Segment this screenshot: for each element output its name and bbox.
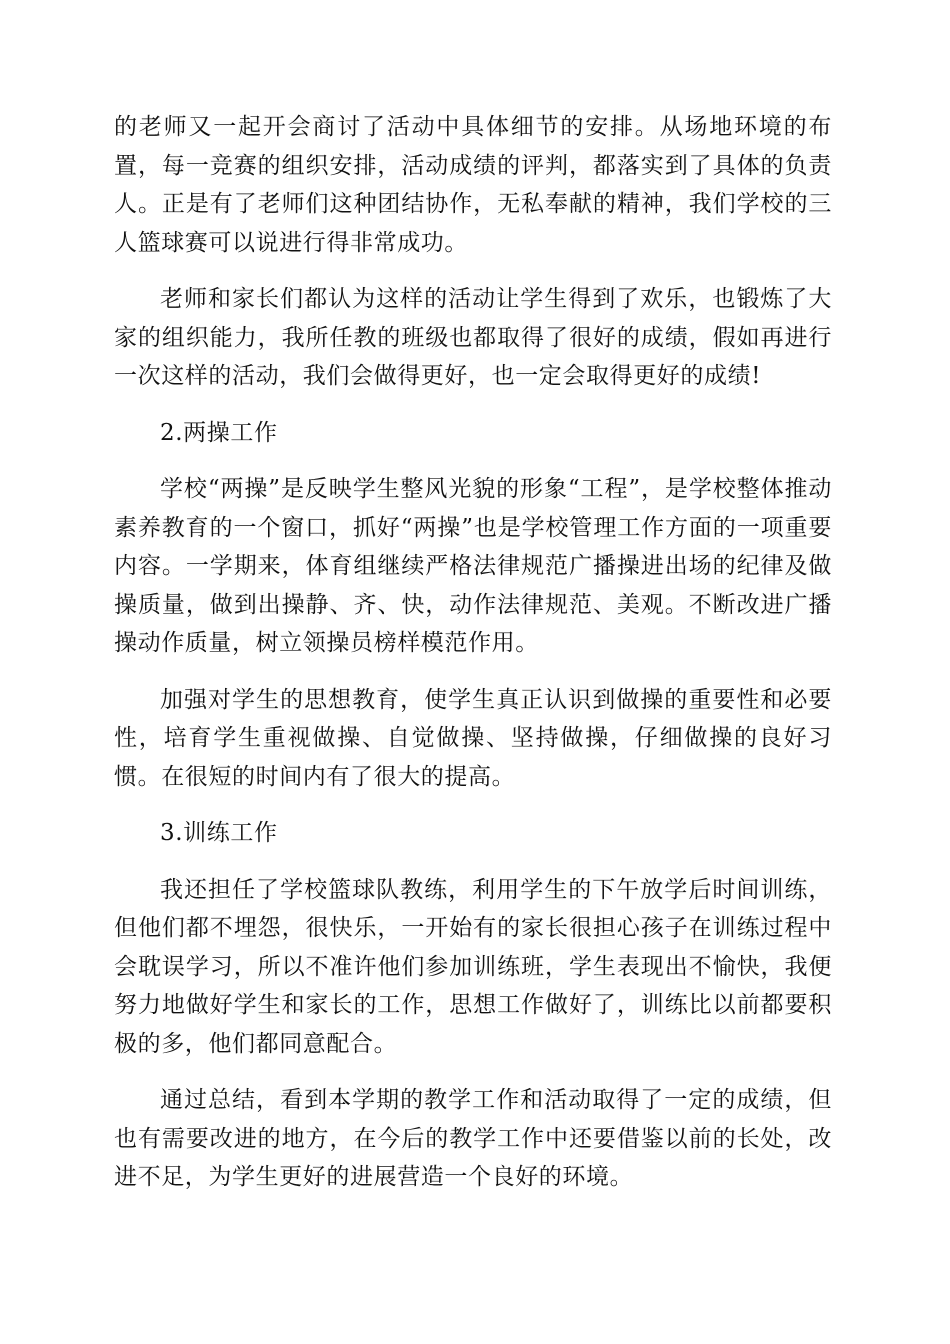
paragraph-summary: 通过总结，看到本学期的教学工作和活动取得了一定的成绩，但也有需要改进的地方，在今后的教学工作中还要借鉴以前的长处，改进不足，为学生更好的进展营造一个良好的环境。 (114, 1087, 832, 1190)
paragraph-activity-feedback: 老师和家长们都认为这样的活动让学生得到了欢乐，也锻炼了大家的组织能力，我所任教的班级也都取得了很好的成绩，假如再进行一次这样的活动，我们会做得更好，也一定会取得更好的成绩! (114, 286, 832, 389)
paragraph-exercises-education: 加强对学生的思想教育，使学生真正认识到做操的重要性和必要性，培育学生重视做操、自觉做操、坚持做操，仔细做操的良好习惯。在很短的时间内有了很大的提高。 (114, 686, 832, 790)
paragraph-exercises-intro: 学校“两操”是反映学生整风光貌的形象“工程”，是学校整体推动素养教育的一个窗口，抓好“两操”也是学校管理工作方面的一项重要内容。一学期来，体育组继续严格法律规范广播操进出场的纪律及做操质量，做到出操静、齐、快，动作法律规范、美观。不断改进广播操动作质量，树立领操员榜样模范作用。 (114, 476, 832, 656)
section-heading-training: 3.训练工作 (160, 820, 278, 846)
paragraph-continuation: 的老师又一起开会商讨了活动中具体细节的安排。从场地环境的布置，每一竞赛的组织安排，活动成绩的评判，都落实到了具体的负责人。正是有了老师们这种团结协作，无私奉献的精神，我们学校的三人篮球赛可以说进行得非常成功。 (114, 114, 832, 256)
paragraph-training-work: 我还担任了学校篮球队教练，利用学生的下午放学后时间训练，但他们都不埋怨，很快乐，一开始有的家长很担心孩子在训练过程中会耽误学习，所以不准许他们参加训练班，学生表现出不愉快，我便努力地做好学生和家长的工作，思想工作做好了，训练比以前都要积极的多，他们都同意配合。 (114, 876, 832, 1057)
section-heading-exercises: 2.两操工作 (160, 419, 278, 446)
document-body (114, 108, 832, 1215)
